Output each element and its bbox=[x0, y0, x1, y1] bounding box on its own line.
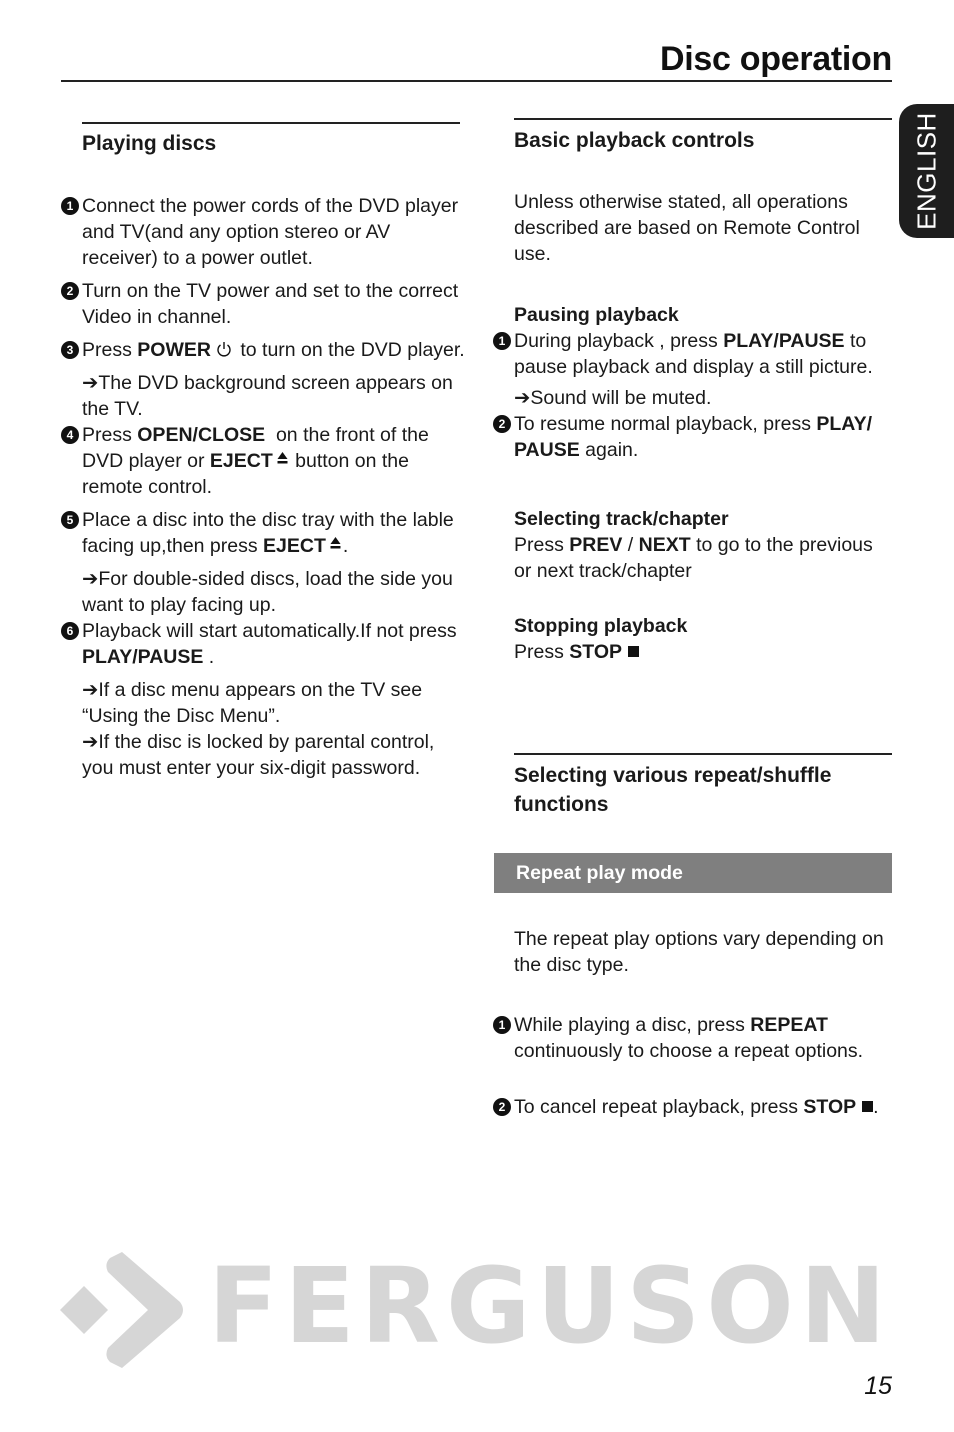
step-number-icon: 1 bbox=[61, 197, 79, 215]
step-6 bbox=[61, 618, 466, 670]
step-3 bbox=[61, 337, 466, 363]
svg-text:FERGUSON: FERGUSON bbox=[208, 1250, 892, 1367]
step-text: . bbox=[873, 1096, 879, 1118]
playing-discs-steps bbox=[61, 193, 466, 781]
step-1 bbox=[61, 193, 466, 271]
eject-label: EJECT bbox=[263, 535, 326, 557]
note-parental-control bbox=[61, 729, 466, 781]
step-text: Press bbox=[82, 339, 138, 361]
power-label: POWER bbox=[137, 339, 211, 361]
repeat-intro: The repeat play options vary depending on the disc type. bbox=[514, 928, 884, 976]
selecting-track-text bbox=[514, 532, 892, 584]
step-text: During playback , press bbox=[514, 330, 724, 352]
language-tab-label: ENGLISH bbox=[911, 112, 941, 230]
stop-label: STOP bbox=[569, 641, 623, 663]
note-text: If the disc is locked by parental control, you must enter your six-digit password. bbox=[82, 731, 435, 779]
page-title: Disc operation bbox=[660, 40, 892, 78]
step-text: continuously to choose a repeat options. bbox=[514, 1040, 864, 1062]
repeat-section-rule bbox=[514, 753, 892, 755]
note-text: If a disc menu appears on the TV see “Using the Disc Menu”. bbox=[82, 679, 423, 727]
eject-label: EJECT bbox=[209, 450, 273, 472]
eject-icon bbox=[330, 536, 341, 550]
step-5 bbox=[61, 507, 466, 559]
step-text: To cancel repeat playback, press bbox=[514, 1096, 804, 1118]
playing-discs-title: Playing discs bbox=[82, 132, 217, 155]
text: Press bbox=[514, 641, 570, 663]
note-background-screen bbox=[61, 370, 466, 422]
stop-icon bbox=[862, 1101, 873, 1112]
arrow-icon: ➔ bbox=[82, 372, 99, 394]
step-text: Turn on the TV power and set to the correct Video in channel. bbox=[82, 280, 459, 328]
step-number-icon: 1 bbox=[493, 1016, 511, 1034]
step-number-icon: 5 bbox=[61, 511, 79, 529]
pause-step-2 bbox=[493, 411, 893, 463]
pausing-playback-title: Pausing playback bbox=[514, 304, 679, 326]
prev-label: PREV bbox=[569, 534, 623, 556]
step-2 bbox=[61, 278, 466, 330]
ferguson-logo bbox=[60, 1250, 894, 1372]
step-number-icon: 1 bbox=[493, 332, 511, 350]
repeat-step-2 bbox=[493, 1094, 893, 1120]
step-text: button on the remote control. bbox=[82, 450, 410, 498]
step-number-icon: 2 bbox=[493, 415, 511, 433]
step-text: Playback will start automatically.If not press bbox=[82, 620, 457, 642]
step-text: on the front of the DVD player or bbox=[82, 424, 435, 472]
power-icon bbox=[216, 341, 232, 357]
step-text: Connect the power cords of the DVD player and TV(and any option stereo or AV receiver) to a power outlet. bbox=[82, 195, 459, 269]
play-pause-label: PLAY/PAUSE bbox=[82, 646, 204, 668]
step-text: to turn on the DVD player. bbox=[234, 339, 465, 361]
note-text: For double-sided discs, load the side you want to play facing up. bbox=[82, 568, 453, 616]
step-number-icon: 3 bbox=[61, 341, 79, 359]
note-text: Sound will be muted. bbox=[530, 387, 712, 409]
text: Press bbox=[514, 534, 570, 556]
arrow-icon: ➔ bbox=[82, 568, 99, 590]
repeat-shuffle-title: Selecting various repeat/shuffle functions bbox=[514, 764, 832, 816]
language-tab bbox=[899, 104, 954, 238]
arrow-icon: ➔ bbox=[82, 731, 99, 753]
pausing-steps bbox=[493, 328, 893, 463]
right-section-rule bbox=[514, 118, 892, 120]
basic-playback-title: Basic playback controls bbox=[514, 129, 755, 152]
step-text: Place a disc into the disc tray with the lable facing up,then press bbox=[82, 509, 454, 557]
step-number-icon: 2 bbox=[493, 1098, 511, 1116]
page-number: 15 bbox=[864, 1372, 892, 1400]
note-text: The DVD background screen appears on the TV. bbox=[82, 372, 453, 420]
header-rule bbox=[61, 80, 892, 82]
step-text: again. bbox=[579, 439, 639, 461]
step-text: To resume normal playback, press bbox=[514, 413, 817, 435]
step-4 bbox=[61, 422, 466, 500]
repeat-label: REPEAT bbox=[750, 1014, 828, 1036]
step-number-icon: 4 bbox=[61, 426, 79, 444]
stop-label: STOP bbox=[803, 1096, 857, 1118]
selecting-track-title: Selecting track/chapter bbox=[514, 508, 729, 530]
basic-intro: Unless otherwise stated, all operations described are based on Remote Control use. bbox=[514, 191, 860, 265]
repeat-step-1 bbox=[493, 1012, 893, 1064]
play-pause-label: PLAY/ PAUSE bbox=[514, 413, 873, 461]
repeat-steps bbox=[493, 1012, 893, 1120]
note-double-sided bbox=[61, 566, 466, 618]
step-number-icon: 2 bbox=[61, 282, 79, 300]
stopping-playback-text bbox=[514, 639, 639, 665]
step-text: Press bbox=[82, 424, 138, 446]
arrow-icon: ➔ bbox=[514, 387, 531, 409]
stopping-playback-title: Stopping playback bbox=[514, 615, 688, 637]
left-section-rule bbox=[82, 122, 460, 124]
step-text: While playing a disc, press bbox=[514, 1014, 751, 1036]
note-sound-muted bbox=[493, 385, 893, 411]
next-label: NEXT bbox=[638, 534, 691, 556]
open-close-label: OPEN/CLOSE bbox=[137, 424, 266, 446]
play-pause-label: PLAY/PAUSE bbox=[723, 330, 845, 352]
step-number-icon: 6 bbox=[61, 622, 79, 640]
text: to go to the previous or next track/chapter bbox=[514, 534, 873, 582]
step-text: to pause playback and display a still picture. bbox=[514, 330, 873, 378]
stop-icon bbox=[628, 646, 639, 657]
repeat-play-mode-bar: Repeat play mode bbox=[494, 853, 892, 893]
note-disc-menu bbox=[61, 677, 466, 729]
text: / bbox=[622, 534, 639, 556]
eject-icon bbox=[277, 451, 288, 465]
step-text: . bbox=[342, 535, 349, 557]
pause-step-1 bbox=[493, 328, 893, 380]
step-text: . bbox=[203, 646, 215, 668]
arrow-icon: ➔ bbox=[82, 679, 99, 701]
